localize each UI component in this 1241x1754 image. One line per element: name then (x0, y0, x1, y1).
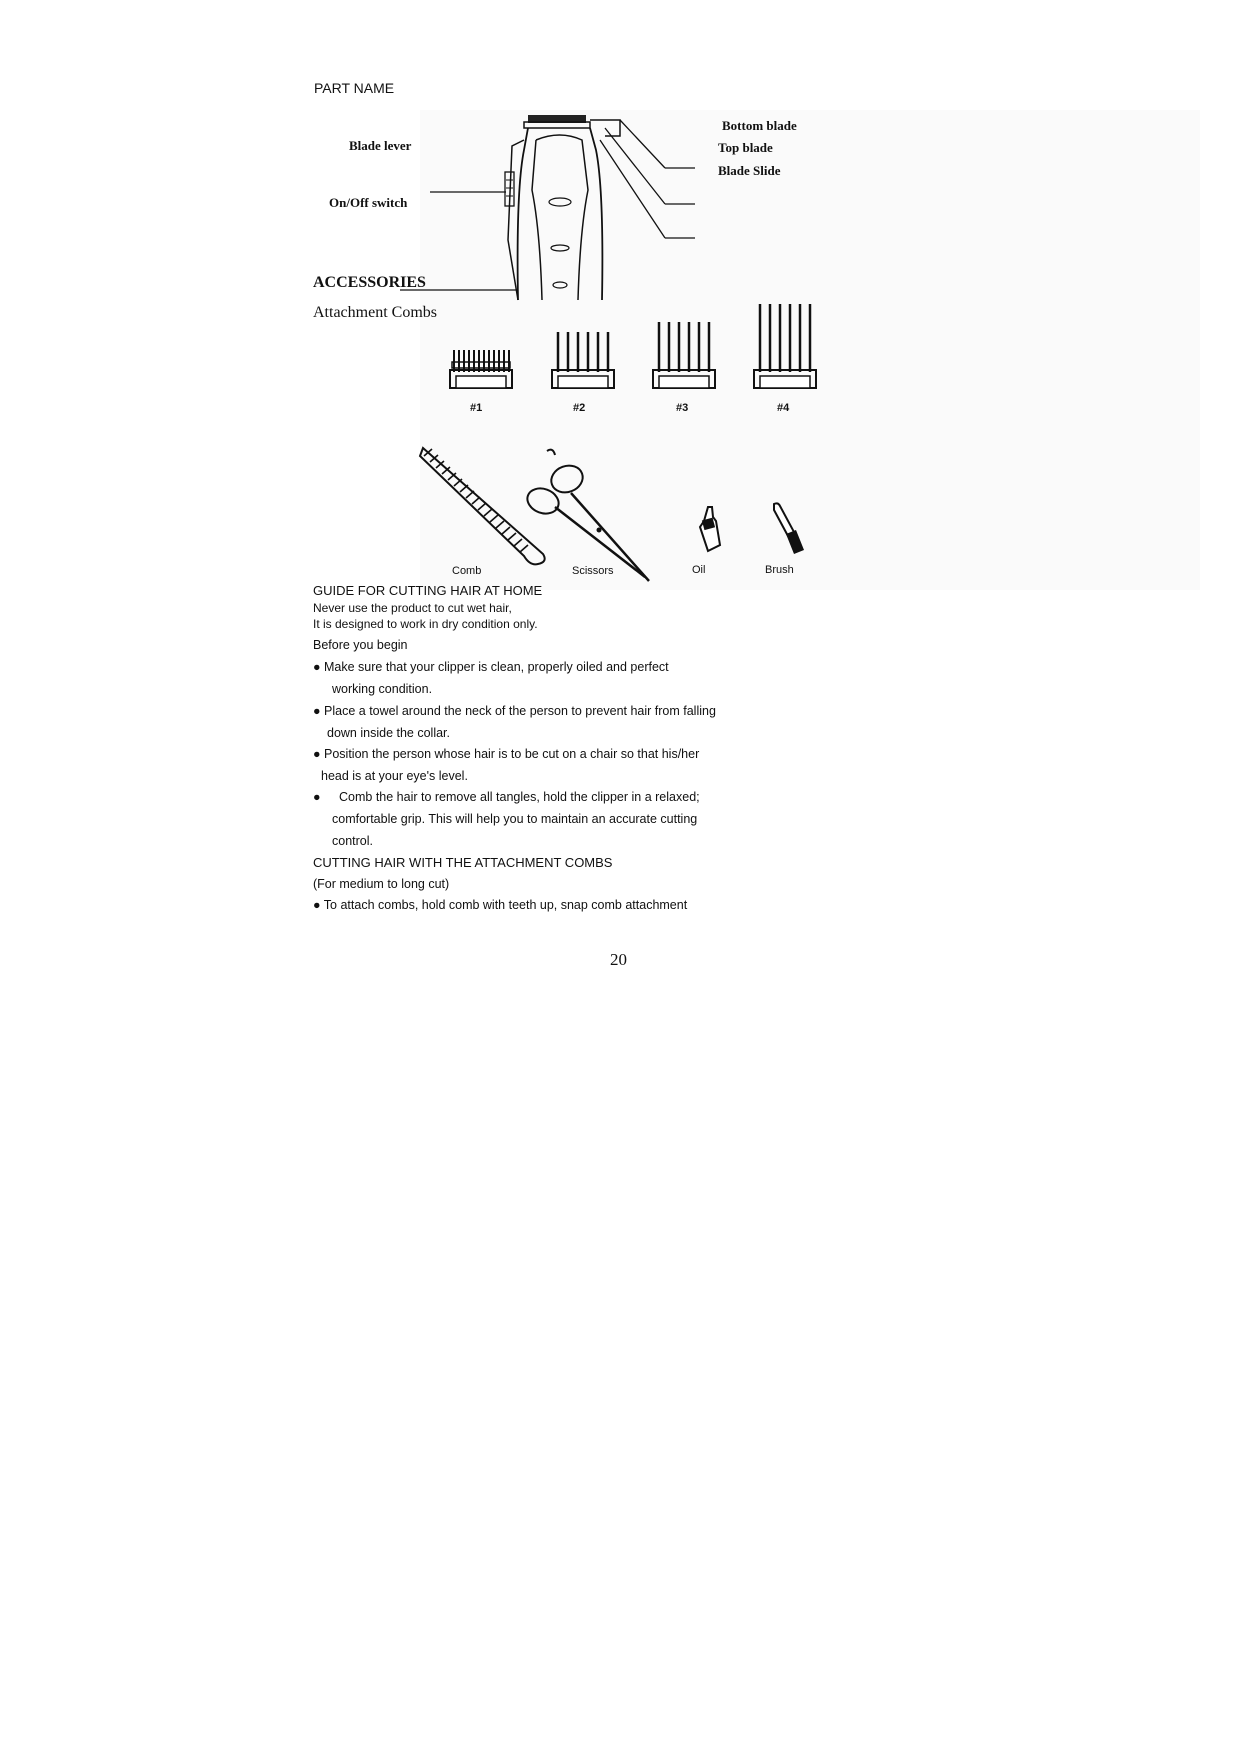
label-on-off-switch: On/Off switch (329, 195, 408, 210)
bullet-3-line-2: head is at your eye's level. (321, 769, 468, 783)
warning-line-1: Never use the product to cut wet hair, (313, 601, 512, 615)
combs-section-subtitle: (For medium to long cut) (313, 877, 450, 891)
accessory-label-scissors: Scissors (572, 565, 614, 577)
part-name-heading: PART NAME (314, 80, 395, 96)
comb-label-3: #3 (676, 402, 689, 414)
attachment-comb-1-icon (448, 348, 514, 392)
comb-label-1: #1 (470, 402, 483, 414)
attachment-comb-4-icon (752, 302, 818, 392)
combs-section-heading: CUTTING HAIR WITH THE ATTACHMENT COMBS (313, 855, 613, 870)
bullet-4-line-2: comfortable grip. This will help you to maintain an accurate cutting (332, 812, 698, 826)
before-you-begin: Before you begin (313, 638, 408, 652)
combs-section-bullet-1: ● To attach combs, hold comb with teeth up, snap comb attachment (313, 898, 688, 912)
bullet-4-line-3: control. (332, 834, 373, 848)
brush-icon (770, 500, 810, 556)
accessory-label-comb: Comb (452, 565, 482, 577)
bullet-1-line-2: working condition. (332, 682, 433, 696)
label-blade-slide: Blade Slide (718, 163, 781, 178)
accessories-heading: ACCESSORIES (313, 274, 426, 291)
page-number: 20 (610, 950, 627, 969)
label-bottom-blade: Bottom blade (722, 118, 797, 133)
oil-bottle-icon (694, 505, 724, 555)
comb-label-2: #2 (573, 402, 586, 414)
label-blade-lever: Blade lever (349, 138, 412, 153)
bullet-2-line-1: ● Place a towel around the neck of the person to prevent hair from falling (313, 704, 716, 718)
attachment-combs-subheading: Attachment Combs (313, 304, 437, 321)
attachment-comb-3-icon (651, 320, 717, 392)
bullet-3-line-1: ● Position the person whose hair is to be cut on a chair so that his/her (313, 747, 700, 761)
clipper-illustration (420, 110, 720, 300)
comb-label-4: #4 (777, 402, 790, 414)
attachment-comb-2-icon (550, 330, 616, 392)
bullet-4-line-1: Comb the hair to remove all tangles, hold the clipper in a relaxed; (339, 790, 700, 804)
bullet-4-mark: ● (313, 790, 321, 804)
bullet-2-line-2: down inside the collar. (327, 726, 450, 740)
guide-heading: GUIDE FOR CUTTING HAIR AT HOME (313, 583, 543, 598)
bullet-1-line-1: ● Make sure that your clipper is clean, properly oiled and perfect (313, 660, 669, 674)
warning-line-2: It is designed to work in dry condition only. (313, 617, 538, 631)
accessory-label-brush: Brush (765, 564, 794, 576)
label-top-blade: Top blade (718, 140, 773, 155)
scissors-icon (525, 445, 655, 585)
accessory-label-oil: Oil (692, 564, 706, 576)
